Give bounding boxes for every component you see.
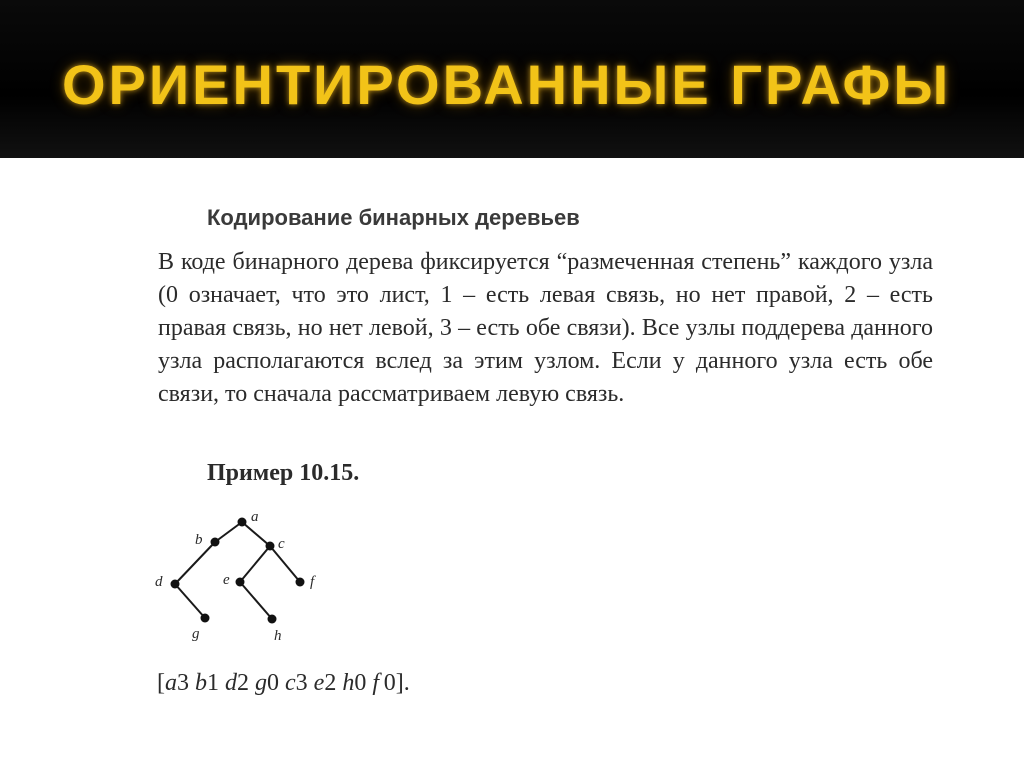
node-label-d: d xyxy=(155,574,163,590)
edge-e-h xyxy=(240,582,272,619)
tree-node-d xyxy=(171,580,180,589)
code-node: b xyxy=(195,670,207,696)
code-node: h xyxy=(342,670,355,696)
slide-title: ОРИЕНТИРОВАННЫЕ ГРАФЫ xyxy=(62,53,952,116)
node-label-h: h xyxy=(274,628,282,644)
edge-a-c xyxy=(242,522,270,546)
edge-a-b xyxy=(215,522,242,542)
slide-header xyxy=(0,0,1024,158)
node-label-a: a xyxy=(251,509,259,525)
code-degree: 0 xyxy=(354,670,367,696)
code-degree: 0 xyxy=(267,670,279,696)
code-node: g xyxy=(255,670,267,696)
node-label-e: e xyxy=(223,572,230,588)
code-node: e xyxy=(313,670,325,696)
code-degree: 2 xyxy=(324,670,337,696)
tree-node-c xyxy=(266,542,275,551)
slide-content xyxy=(0,158,1024,767)
node-label-f: f xyxy=(310,574,315,590)
node-label-g: g xyxy=(192,626,200,642)
tree-node-g xyxy=(201,614,210,623)
binary-tree-diagram xyxy=(150,504,350,654)
section-paragraph xyxy=(158,246,933,411)
code-degree: 0 xyxy=(383,670,396,696)
paragraph-text: В коде бинарного дерева фиксируется “размеченная степень” каждого узла (0 означает, что это лист, 1 – есть левая связь, но нет правой, 2 – есть правая связь, но нет левой, 3 – есть обе связи). Все узлы поддерева данного узла располагаются вслед за этим узлом. Если у данного узла есть обе связи, то сначала рассматриваем левую связь. xyxy=(158,249,933,407)
section-heading: Кодирование бинарных деревьев xyxy=(207,205,580,230)
edge-b-d xyxy=(175,542,215,584)
code-degree: 3 xyxy=(295,670,308,696)
node-label-b: b xyxy=(195,532,203,548)
tree-code xyxy=(157,670,410,697)
tree-node-e xyxy=(236,578,245,587)
tree-node-b xyxy=(211,538,220,547)
code-degree: 1 xyxy=(207,670,219,696)
tree-node-f xyxy=(296,578,305,587)
example-label: Пример 10.15. xyxy=(207,460,360,486)
code-node: f xyxy=(372,670,379,696)
edge-c-f xyxy=(270,546,300,582)
code-degree: 3 xyxy=(177,670,189,696)
code-degree: 2 xyxy=(237,670,249,696)
tree-node-h xyxy=(268,615,277,624)
code-close-bracket: ]. xyxy=(395,670,410,696)
edge-d-g xyxy=(175,584,205,618)
code-node: d xyxy=(225,670,237,696)
code-node: a xyxy=(165,670,177,696)
edge-c-e xyxy=(240,546,270,582)
tree-node-a xyxy=(238,518,247,527)
code-open-bracket: [ xyxy=(157,670,165,696)
code-node: c xyxy=(285,670,296,696)
node-label-c: c xyxy=(278,536,285,552)
